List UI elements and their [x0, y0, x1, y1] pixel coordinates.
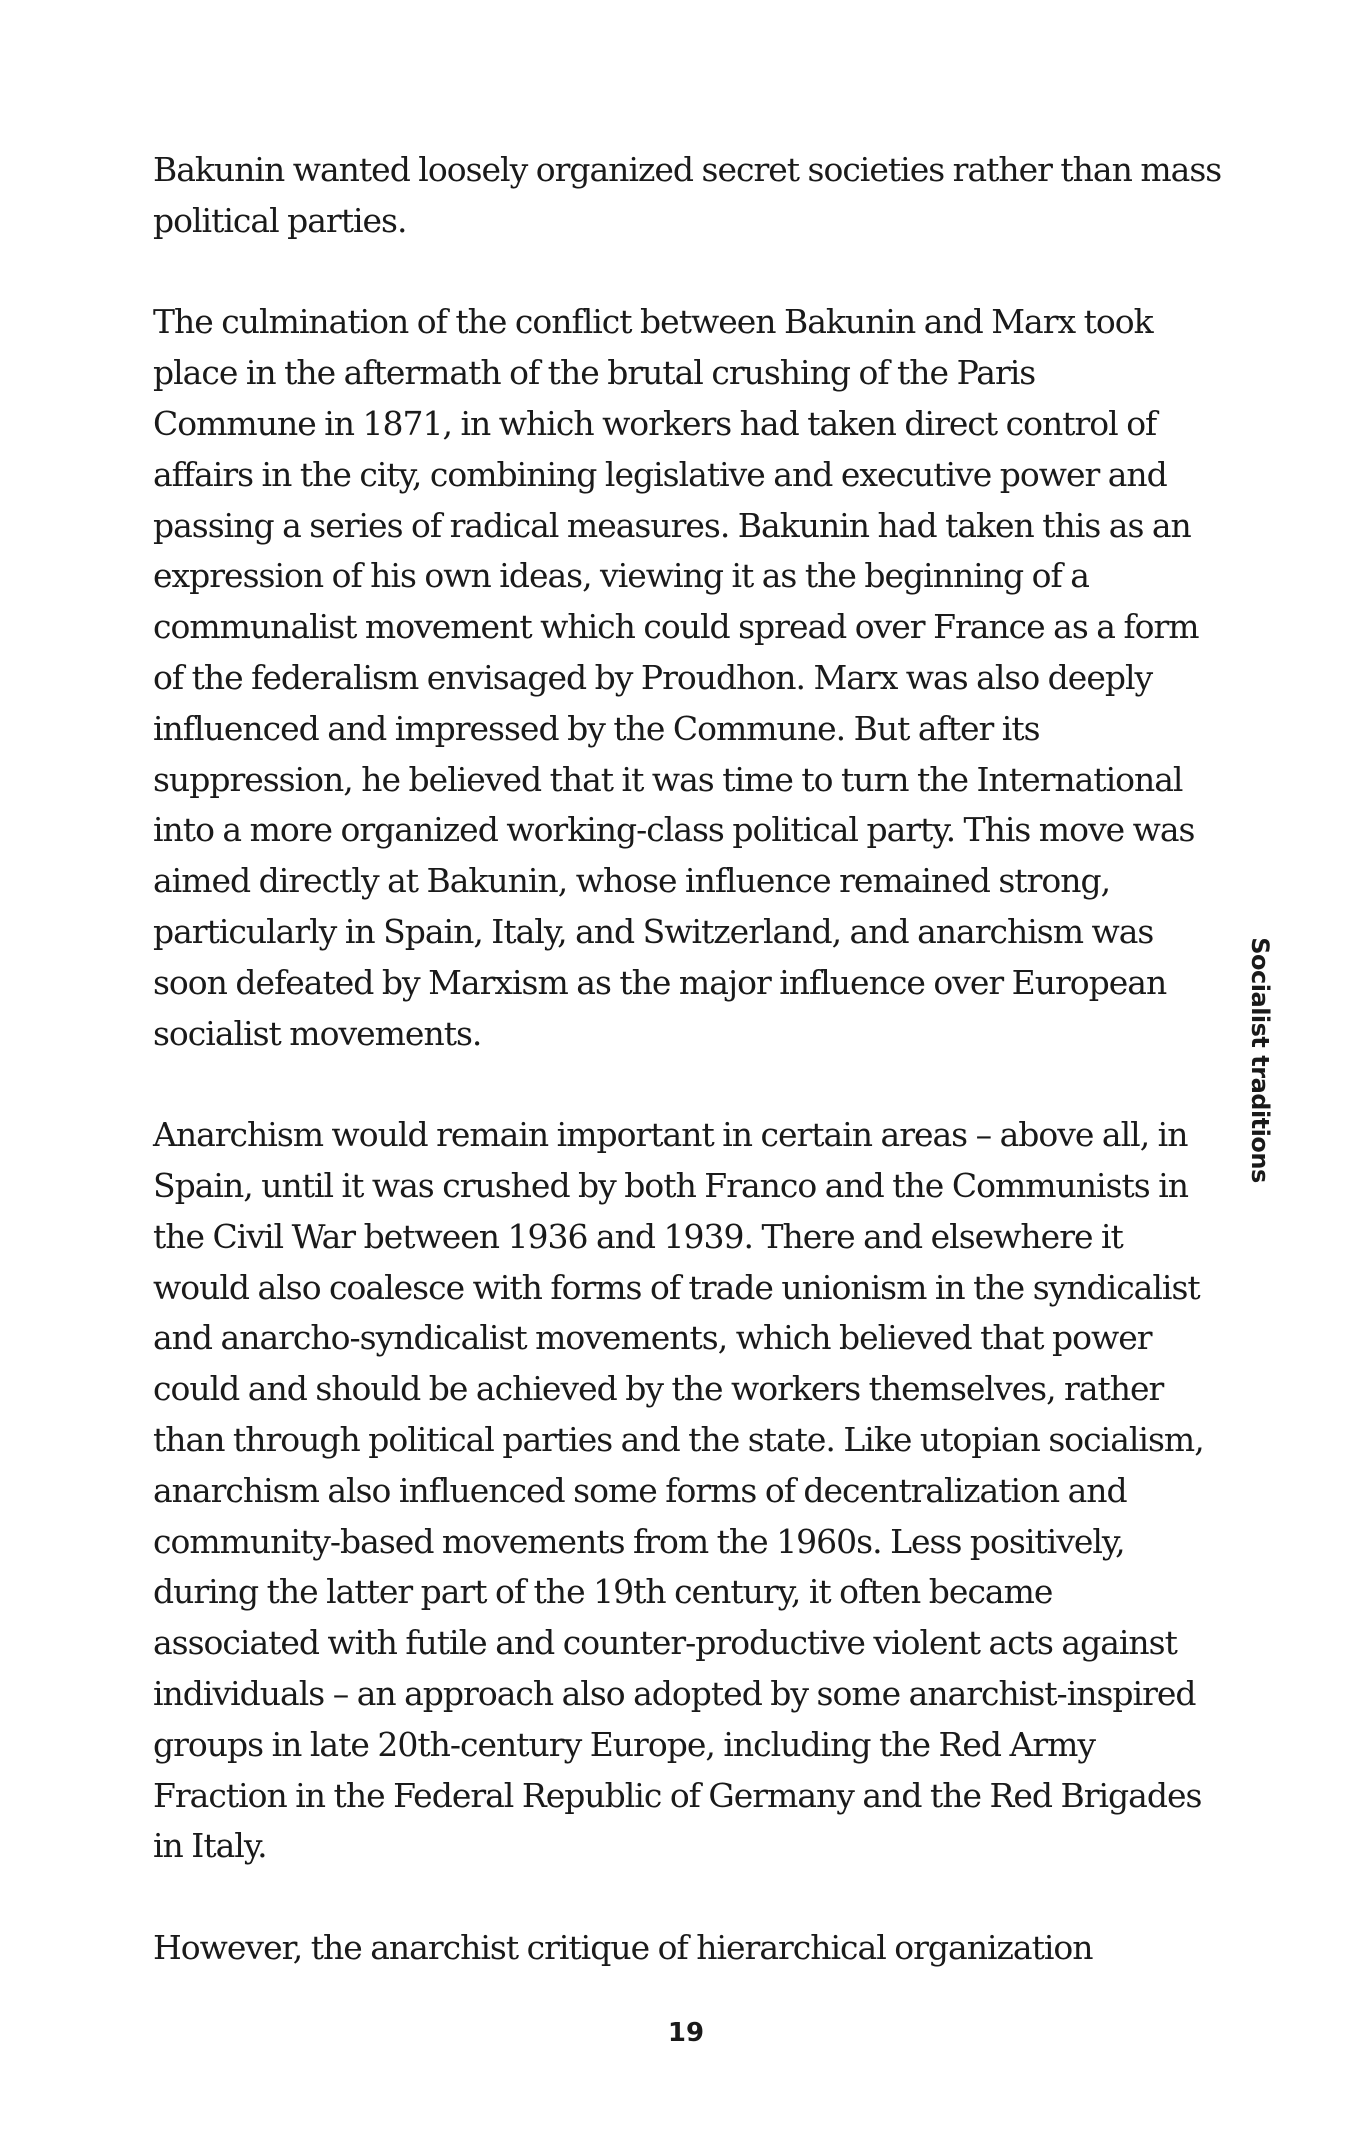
paragraph-2: [153, 297, 1228, 1059]
text-line: influenced and impressed by the Commune. But after its: [153, 708, 1040, 748]
paragraph-4: [153, 1923, 1228, 1974]
text-line: socialist movements.: [153, 1013, 482, 1053]
text-line: and anarcho-syndicalist movements, which believed that power: [153, 1318, 1152, 1358]
text-line: However, the anarchist critique of hierarchical organization: [153, 1927, 1093, 1967]
text-line: political parties.: [153, 200, 407, 240]
text-line: during the latter part of the 19th century, it often became: [153, 1572, 1053, 1612]
text-line: affairs in the city, combining legislative and executive power and: [153, 454, 1167, 494]
text-line: The culmination of the conflict between Bakunin and Marx took: [153, 302, 1153, 342]
text-line: groups in late 20th-century Europe, including the Red Army: [153, 1724, 1096, 1764]
text-line: Anarchism would remain important in certain areas – above all, in: [153, 1115, 1188, 1155]
body-text: [153, 145, 1228, 1974]
text-line: suppression, he believed that it was time to turn the International: [153, 759, 1183, 799]
running-section-title: Socialist traditions: [1246, 937, 1274, 1183]
text-line: passing a series of radical measures. Bakunin had taken this as an: [153, 505, 1191, 545]
text-line: expression of his own ideas, viewing it as the beginning of a: [153, 556, 1089, 596]
text-line: community-based movements from the 1960s. Less positively,: [153, 1521, 1125, 1561]
text-line: the Civil War between 1936 and 1939. There and elsewhere it: [153, 1216, 1123, 1256]
text-line: in Italy.: [153, 1826, 267, 1866]
text-line: soon defeated by Marxism as the major influence over European: [153, 962, 1167, 1002]
text-line: place in the aftermath of the brutal crushing of the Paris: [153, 353, 1036, 393]
text-line: Spain, until it was crushed by both Franco and the Communists in: [153, 1165, 1189, 1205]
text-line: associated with futile and counter-productive violent acts against: [153, 1623, 1177, 1663]
text-line: Commune in 1871, in which workers had taken direct control of: [153, 403, 1157, 443]
text-line: anarchism also influenced some forms of decentralization and: [153, 1470, 1127, 1510]
text-line: than through political parties and the state. Like utopian socialism,: [153, 1419, 1204, 1459]
text-line: Fraction in the Federal Republic of Germany and the Red Brigades: [153, 1775, 1202, 1815]
page-number: 19: [667, 2018, 705, 2048]
text-line: aimed directly at Bakunin, whose influence remained strong,: [153, 861, 1111, 901]
text-line: communalist movement which could spread over France as a form: [153, 607, 1199, 647]
paragraph-1: [153, 145, 1228, 247]
text-line: particularly in Spain, Italy, and Switzerland, and anarchism was: [153, 911, 1154, 951]
text-line: of the federalism envisaged by Proudhon. Marx was also deeply: [153, 657, 1153, 697]
text-line: would also coalesce with forms of trade unionism in the syndicalist: [153, 1267, 1200, 1307]
paragraph-3: [153, 1110, 1228, 1872]
text-line: could and should be achieved by the workers themselves, rather: [153, 1369, 1164, 1409]
text-line: into a more organized working-class political party. This move was: [153, 810, 1195, 850]
text-line: Bakunin wanted loosely organized secret societies rather than mass: [153, 150, 1222, 189]
text-line: individuals – an approach also adopted by some anarchist-inspired: [153, 1673, 1196, 1713]
